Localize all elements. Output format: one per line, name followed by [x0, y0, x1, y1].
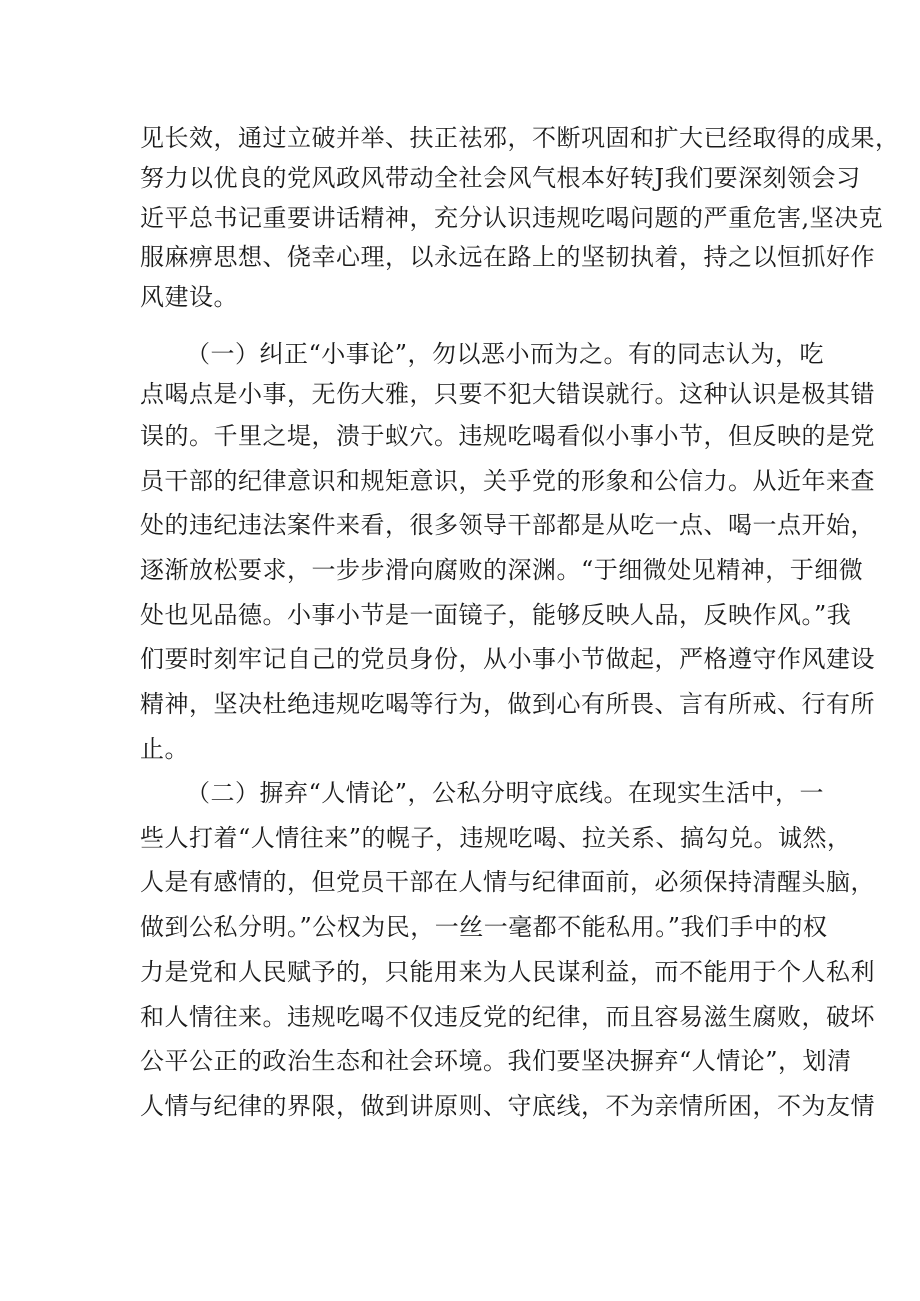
- text-line: 做到公私分明。”公权为民，一丝一毫都不能私用。”我们手中的权: [140, 913, 828, 941]
- text-line: 风建设。: [140, 283, 238, 311]
- section-heading-line: （二）摒弃“人情论”，公私分明守底线。在现实生活中，一: [186, 779, 825, 807]
- text-line: 见长效，通过立破并举、扶正祛邪，不断巩固和扩大已经取得的成果，: [140, 124, 900, 152]
- text-line: 服麻痹思想、侥幸心理，以永远在路上的坚韧执着，持之以恒抓好作: [140, 243, 875, 271]
- text-line: 点喝点是小事，无伤大雅，只要不犯大错误就行。这种认识是极其错: [140, 380, 875, 408]
- text-line: 止。: [140, 735, 189, 763]
- text-line: 处的违纪违法案件来看，很多领导干部都是从吃一点、喝一点开始，: [140, 511, 875, 539]
- text-line: 近平总书记重要讲话精神，充分认识违规吃喝问题的严重危害,坚决克: [140, 204, 884, 232]
- text-line: 员干部的纪律意识和规矩意识，关乎党的形象和公信力。从近年来查: [140, 467, 875, 495]
- text-line: 人情与纪律的界限，做到讲原则、守底线，不为亲情所困，不为友情: [140, 1092, 875, 1120]
- text-line: 逐渐放松要求，一步步滑向腐败的深渊。“于细微处见精神，于细微: [140, 556, 864, 584]
- text-line: 人是有感情的，但党员干部在人情与纪律面前，必须保持清醒头脑，: [140, 868, 875, 896]
- text-line: 和人情往来。违规吃喝不仅违反党的纪律，而且容易滋生腐败，破坏: [140, 1003, 875, 1031]
- text-line: 精神，坚决杜绝违规吃喝等行为，做到心有所畏、言有所戒、行有所: [140, 690, 875, 718]
- section-heading-line: （一）纠正“小事论”，勿以恶小而为之。有的同志认为，吃: [186, 340, 825, 368]
- text-line: 公平公正的政治生态和社会环境。我们要坚决摒弃“人情论”，划清: [140, 1047, 852, 1075]
- text-line: 处也见品德。小事小节是一面镜子，能够反映人品，反映作风。”我: [140, 601, 852, 629]
- text-line: 些人打着“人情往来”的幌子，违规吃喝、拉关系、搞勾兑。诚然，: [140, 824, 852, 852]
- text-line: 误的。千里之堤，溃于蚁穴。违规吃喝看似小事小节，但反映的是党: [140, 422, 875, 450]
- text-line: 们要时刻牢记自己的党员身份，从小事小节做起，严格遵守作风建设: [140, 645, 875, 673]
- text-line: 力是党和人民赋予的，只能用来为人民谋利益，而不能用于个人私利: [140, 958, 875, 986]
- text-line: 努力以优良的党风政风带动全社会风气根本好转J我们要深刻领会习: [140, 164, 861, 192]
